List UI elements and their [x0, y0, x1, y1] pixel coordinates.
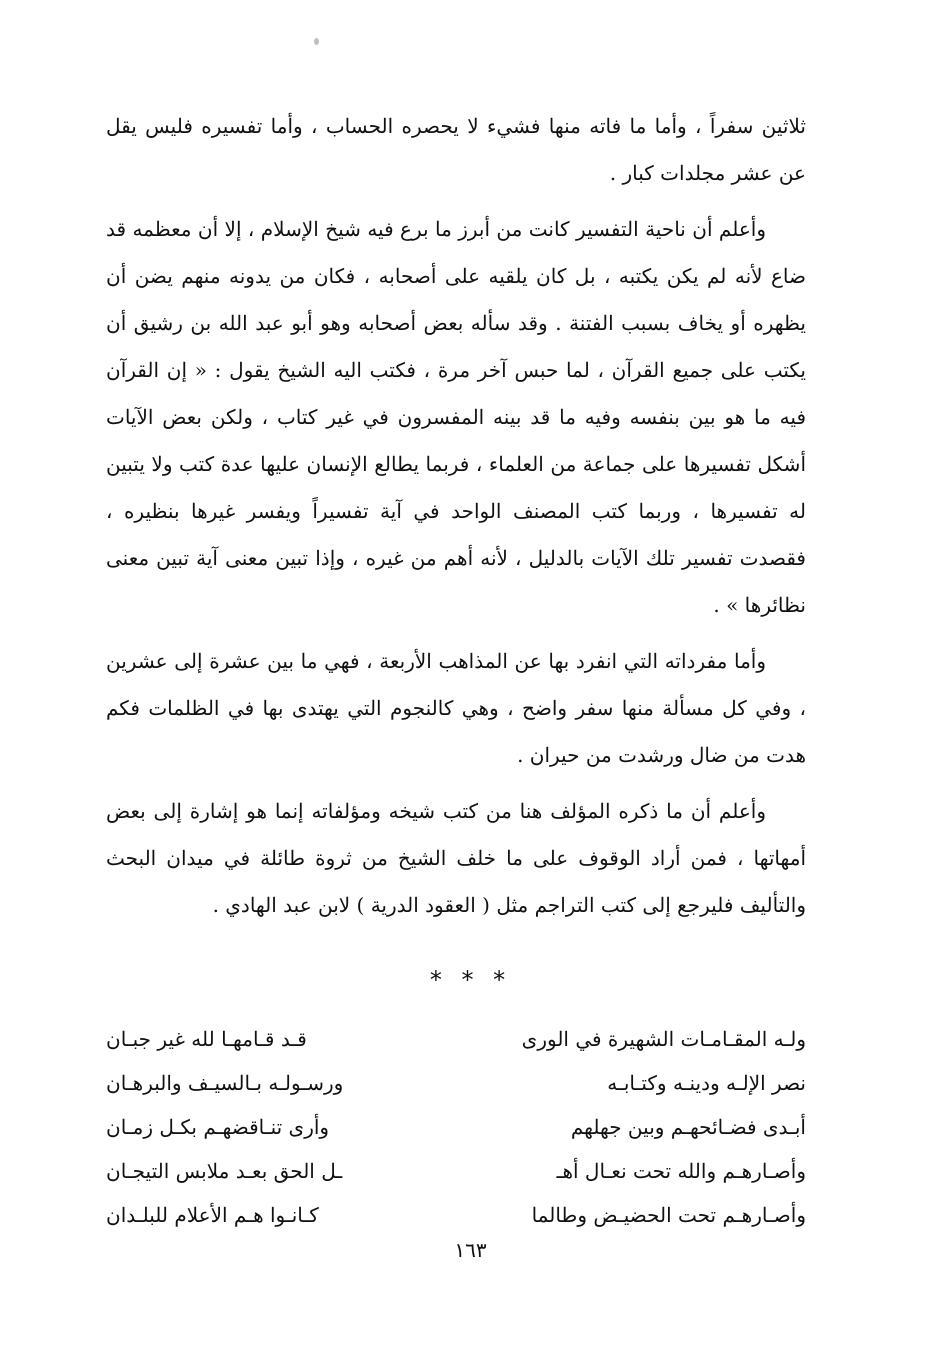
paragraph-4: وأعلم أن ما ذكره المؤلف هنا من كتب شيخه ومؤلفاته إنما هو إشارة إلى بعض أمهاتها ، فمن أراد الوقوف على ما خلف الشيخ من ثروة طائلة في ميدان البحث والتأليف فليرجع إلى كتب التراجم مثل ( العقود الدرية ) لابن عبد الهادي .: [106, 799, 806, 917]
poem-verse-5: [106, 1193, 806, 1237]
verse-second-half: قـد قـامهـا لله غير جبـان: [106, 1027, 307, 1051]
poem: [106, 1017, 806, 1237]
verse-first-half: وأصـارهـم تحت الحضيـض وطالما: [531, 1203, 806, 1227]
verse-second-half: ورسـولـه بـالسيـف والبرهـان: [106, 1071, 344, 1095]
poem-verse-2: [106, 1061, 806, 1105]
poem-verse-4: [106, 1149, 806, 1193]
poem-verse-1: [106, 1017, 806, 1061]
verse-second-half: ـل الحق بعـد ملابس التيجـان: [106, 1159, 343, 1183]
paragraph-2: وأعلم أن ناحية التفسير كانت من أبرز ما برع فيه شيخ الإسلام ، إلا أن معظمه قد ضاع لأنه لم يكن يكتبه ، بل كان يلقيه على أصحابه ، فكان من يدونه منهم يضن أن يظهره أو يخاف بسبب الفتنة . وقد سأله بعض أصحابه وهو أبو عبد الله بن رشيق أن يكتب على جميع القرآن ، لما حبس آخر مرة ، فكتب اليه الشيخ يقول : « إن القرآن فيه ما هو بين بنفسه وفيه ما قد بينه المفسرون في غير كتاب ، ولكن بعض الآيات أشكل تفسيرها على جماعة من العلماء ، فربما يطالع الإنسان عليها عدة كتب ولا يتبين له تفسيرها ، وربما كتب المصنف الواحد في آية تفسيراً ويفسر غيرها بنظيره ، فقصدت تفسير تلك الآيات بالدليل ، لأنه أهم من غيره ، وإذا تبين معنى آية تبين معنى نظائرها » .: [106, 217, 806, 617]
verse-first-half: ولـه المقـامـات الشهيرة في الورى: [521, 1027, 806, 1051]
ink-speck: [314, 38, 319, 45]
poem-verse-3: [106, 1105, 806, 1149]
verse-second-half: وأرى تنـاقضهـم بكـل زمـان: [106, 1115, 330, 1139]
verse-second-half: كـانـوا هـم الأعلام للبلـدان: [106, 1203, 319, 1227]
paragraph-3: وأما مفرداته التي انفرد بها عن المذاهب الأربعة ، فهي ما بين عشرة إلى عشرين ، وفي كل مسألة منها سفر واضح ، وهي كالنجوم التي يهتدى بها في الظلمات فكم هدت من ضال ورشدت من حيران .: [106, 649, 806, 767]
section-separator: * * *: [429, 966, 512, 994]
page-number: ١٦٣: [454, 1238, 487, 1262]
verse-first-half: نصر الإلـه ودينـه وكتـابـه: [607, 1071, 806, 1095]
prose-body: [106, 103, 806, 929]
paragraph-1: ثلاثين سفراً ، وأما ما فاته منها فشيء لا يحصره الحساب ، وأما تفسيره فليس يقل عن عشر مجلدات كبار .: [106, 114, 806, 185]
verse-first-half: أبـدى فضـائحهـم وبين جهلهم: [570, 1115, 806, 1139]
verse-first-half: وأصـارهـم والله تحت نعـال أهـ: [556, 1159, 806, 1183]
